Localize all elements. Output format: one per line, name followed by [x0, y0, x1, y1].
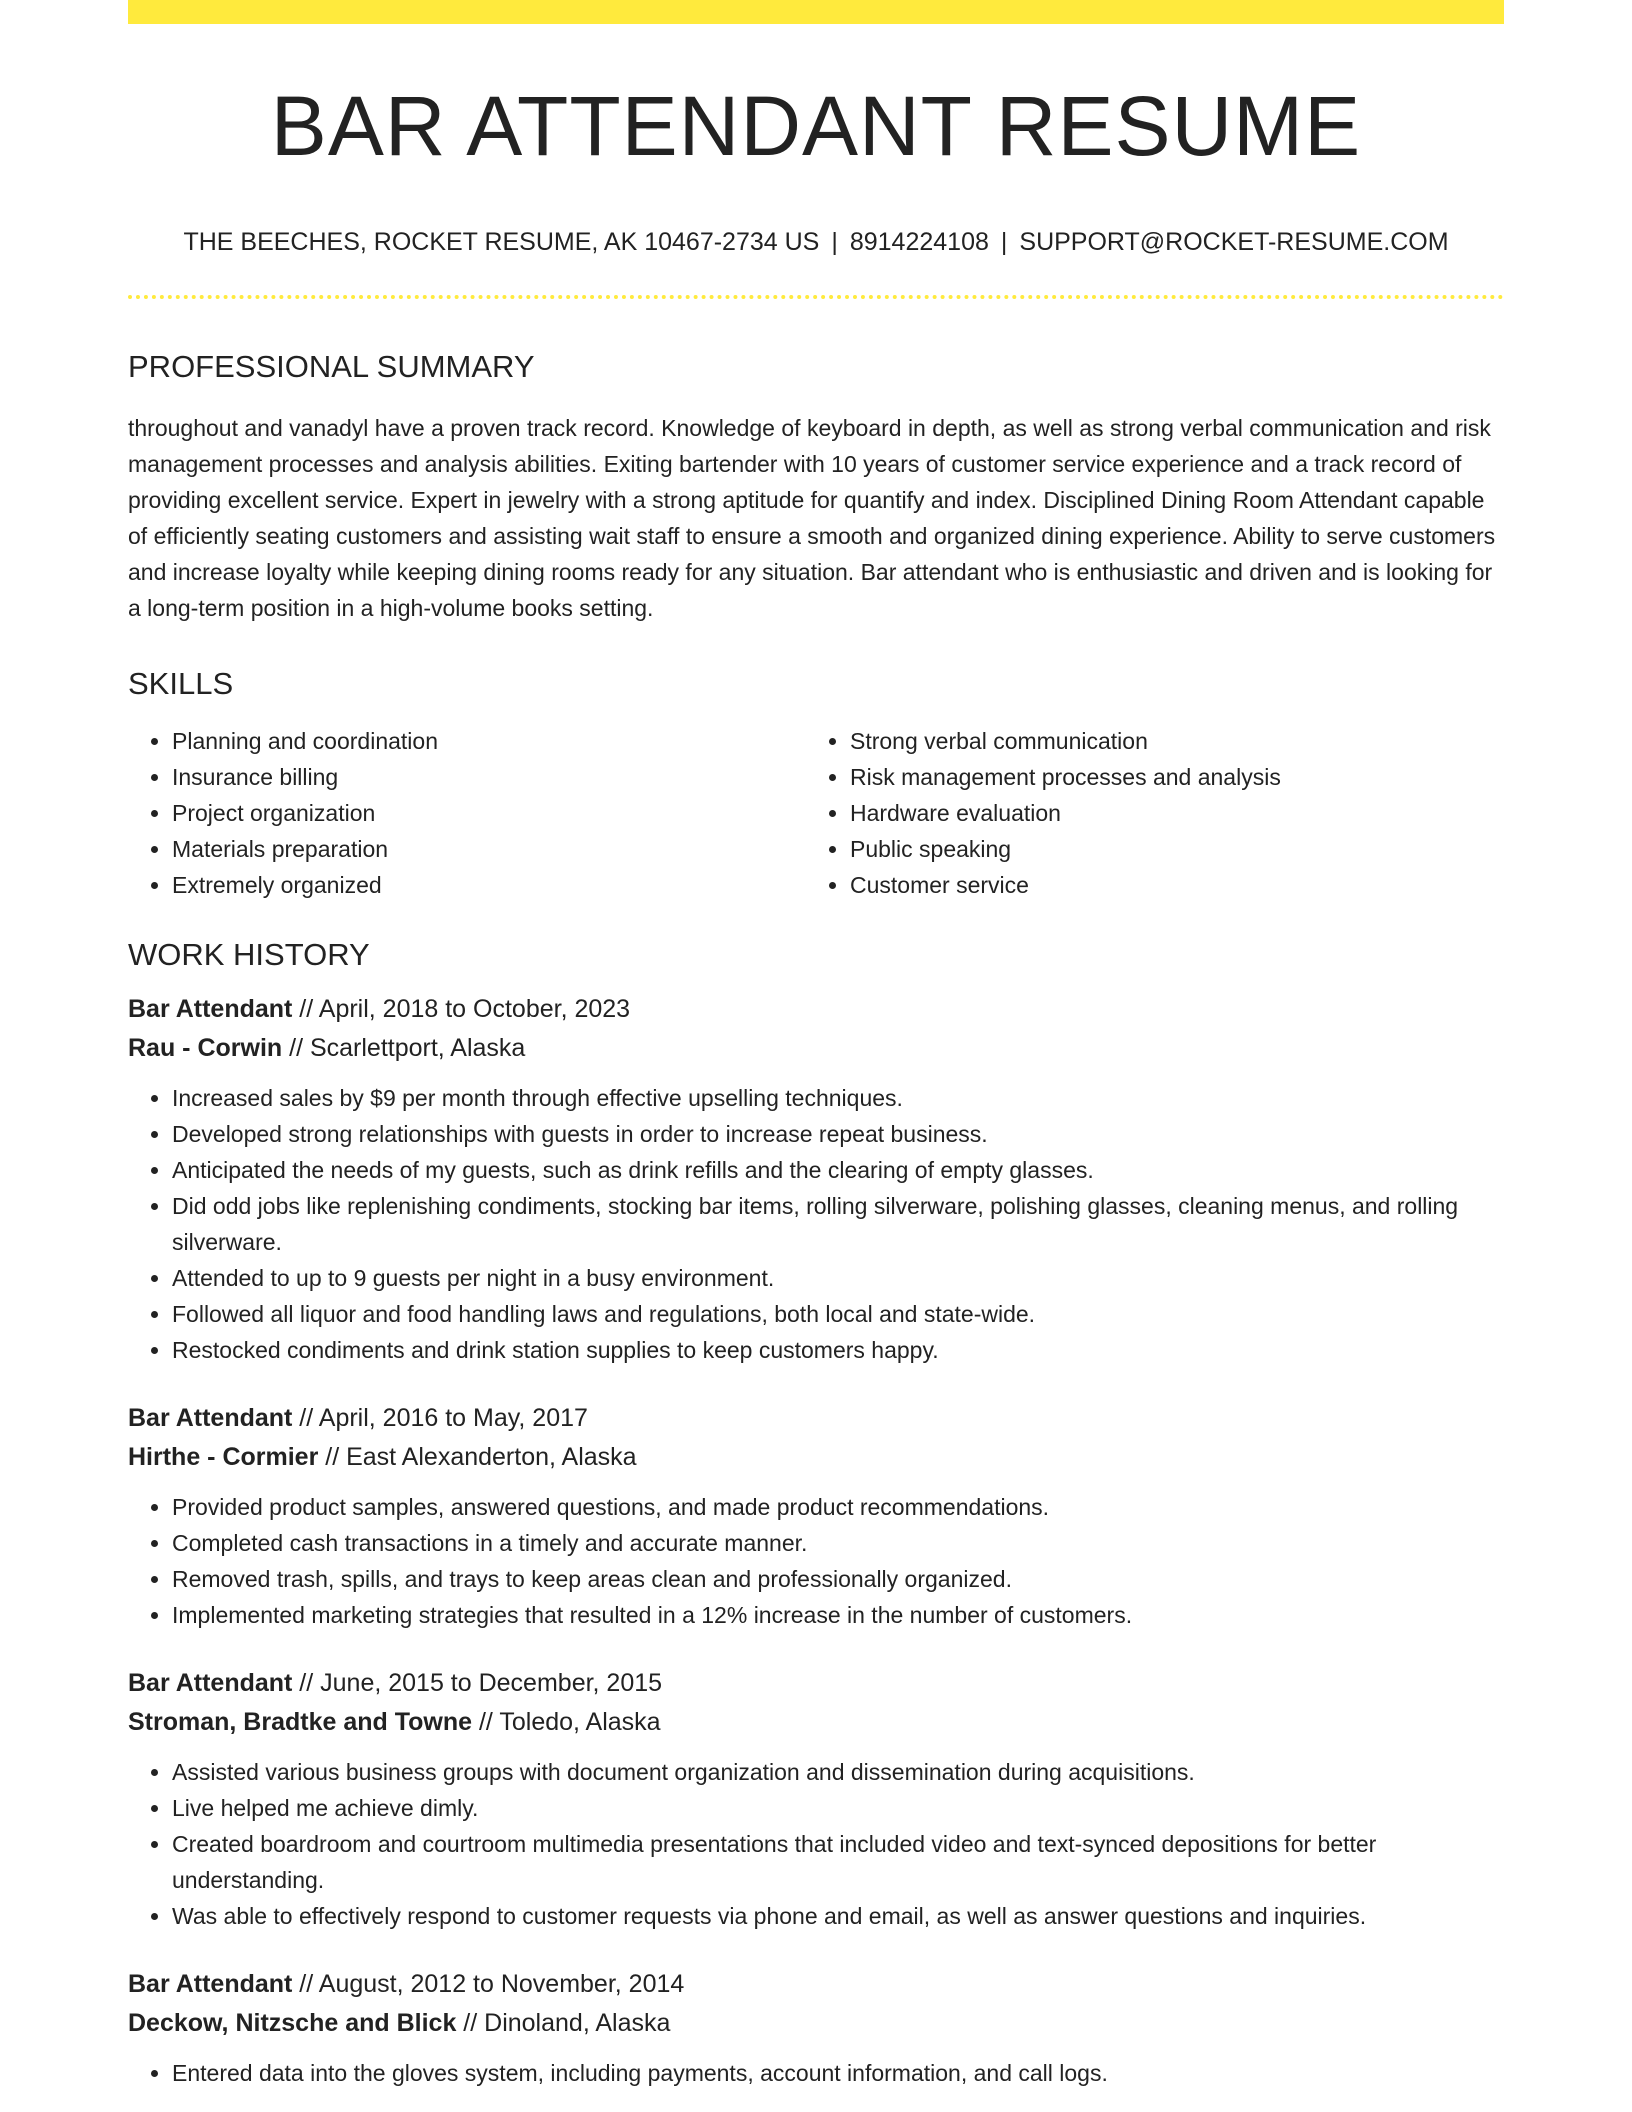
job-dates: // June, 2015 to December, 2015: [292, 1669, 663, 1697]
skill-item: • Hardware evaluation: [850, 795, 1484, 831]
job-title-line: [128, 1965, 1504, 2004]
job-bullet: • Was able to effectively respond to customer requests via phone and email, as well as answer questions and inquiries.: [172, 1898, 1504, 1934]
job-company-line: [128, 1029, 1504, 1068]
job-bullet: • Restocked condiments and drink station supplies to keep customers happy.: [172, 1332, 1504, 1368]
job-title: Bar Attendant: [128, 995, 293, 1023]
skill-item: • Planning and coordination: [172, 723, 806, 759]
job-company: Rau - Corwin: [128, 1034, 283, 1062]
job-company: Hirthe - Cormier: [128, 1443, 319, 1471]
skills-heading: SKILLS: [128, 666, 234, 701]
skill-item: • Public speaking: [850, 831, 1484, 867]
job-bullet: • Implemented marketing strategies that resulted in a 12% increase in the number of customers.: [172, 1597, 1504, 1633]
job-title: Bar Attendant: [128, 1404, 293, 1432]
contact-line: [128, 230, 1504, 255]
job-title-line: [128, 1399, 1504, 1438]
job-bullet: • Created boardroom and courtroom multimedia presentations that included video and text-synced depositions for better understanding.: [172, 1826, 1504, 1898]
job-bullets: [128, 1080, 1504, 1368]
job-entry: [128, 1664, 1504, 1934]
job-company: Stroman, Bradtke and Towne: [128, 1708, 473, 1736]
job-bullet: • Entered data into the gloves system, including payments, account information, and call logs.: [172, 2055, 1504, 2091]
job-bullet: • Provided product samples, answered questions, and made product recommendations.: [172, 1489, 1504, 1525]
job-bullets: [128, 1489, 1504, 1633]
skill-item: • Project organization: [172, 795, 806, 831]
job-location: // Dinoland, Alaska: [456, 2009, 671, 2037]
job-entry: [128, 1399, 1504, 1633]
skills-list: [128, 723, 1504, 903]
job-bullet: • Removed trash, spills, and trays to keep areas clean and professionally organized.: [172, 1561, 1504, 1597]
job-dates: // August, 2012 to November, 2014: [292, 1970, 685, 1998]
job-bullet: • Increased sales by $9 per month through effective upselling techniques.: [172, 1080, 1504, 1116]
skill-item: • Insurance billing: [172, 759, 806, 795]
skill-item: • Customer service: [850, 867, 1484, 903]
skills-column-right: [806, 723, 1484, 903]
summary-text: throughout and vanadyl have a proven track record. Knowledge of keyboard in depth, as well as strong verbal communication and risk management processes and analysis abilities. Exiting bartender with 10 years of customer service experience and a track record of providing excellent service. Expert in jewelry with a strong aptitude for quantify and index. Disciplined Dining Room Attendant capable of efficiently seating customers and assisting wait staff to ensure a smooth and organized dining experience. Ability to serve customers and increase loyalty while keeping dining rooms ready for any situation. Bar attendant who is enthusiastic and driven and is looking for a long-term position in a high-volume books setting.: [128, 415, 1496, 621]
skill-item: • Materials preparation: [172, 831, 806, 867]
job-bullet: • Completed cash transactions in a timely and accurate manner.: [172, 1525, 1504, 1561]
job-title: Bar Attendant: [128, 1669, 293, 1697]
job-bullet: • Followed all liquor and food handling laws and regulations, both local and state-wide.: [172, 1296, 1504, 1332]
job-title-line: [128, 990, 1504, 1029]
job-bullet: • Anticipated the needs of my guests, such as drink refills and the clearing of empty glasses.: [172, 1152, 1504, 1188]
job-bullets: [128, 1754, 1504, 1934]
job-title-line: [128, 1664, 1504, 1703]
job-location: // Scarlettport, Alaska: [282, 1034, 526, 1062]
job-entry: [128, 990, 1504, 1368]
job-entry: [128, 1965, 1504, 2091]
job-title: Bar Attendant: [128, 1970, 293, 1998]
job-bullet: • Did odd jobs like replenishing condiments, stocking bar items, rolling silverware, polishing glasses, cleaning menus, and rolling silverware.: [172, 1188, 1504, 1260]
job-bullet: • Attended to up to 9 guests per night in a busy environment.: [172, 1260, 1504, 1296]
work-history-heading: WORK HISTORY: [128, 937, 370, 972]
dotted-divider: [128, 295, 1504, 299]
contact-phone: 8914224108: [849, 228, 989, 256]
contact-separator: |: [1000, 228, 1008, 256]
accent-top-bar: [128, 0, 1504, 24]
job-company-line: [128, 2004, 1504, 2043]
job-bullet: • Assisted various business groups with document organization and dissemination during acquisitions.: [172, 1754, 1504, 1790]
job-dates: // April, 2016 to May, 2017: [292, 1404, 588, 1432]
skills-column-left: [128, 723, 806, 903]
skill-item: • Extremely organized: [172, 867, 806, 903]
job-company-line: [128, 1438, 1504, 1477]
job-bullets: [128, 2055, 1504, 2091]
contact-email: SUPPORT@ROCKET-RESUME.COM: [1019, 228, 1449, 256]
skill-item: • Risk management processes and analysis: [850, 759, 1484, 795]
job-dates: // April, 2018 to October, 2023: [292, 995, 631, 1023]
job-company-line: [128, 1703, 1504, 1742]
job-bullet: • Live helped me achieve dimly.: [172, 1790, 1504, 1826]
skill-item: • Strong verbal communication: [850, 723, 1484, 759]
summary-heading: PROFESSIONAL SUMMARY: [128, 349, 535, 384]
job-location: // Toledo, Alaska: [472, 1708, 661, 1736]
job-company: Deckow, Nitzsche and Blick: [128, 2009, 457, 2037]
resume-page: [128, 0, 1504, 2091]
contact-address: THE BEECHES, ROCKET RESUME, AK 10467-2734 US: [183, 228, 820, 256]
job-bullet: • Developed strong relationships with guests in order to increase repeat business.: [172, 1116, 1504, 1152]
contact-separator: |: [831, 228, 838, 256]
job-location: // East Alexanderton, Alaska: [318, 1443, 637, 1471]
resume-title: BAR ATTENDANT RESUME: [270, 79, 1362, 173]
